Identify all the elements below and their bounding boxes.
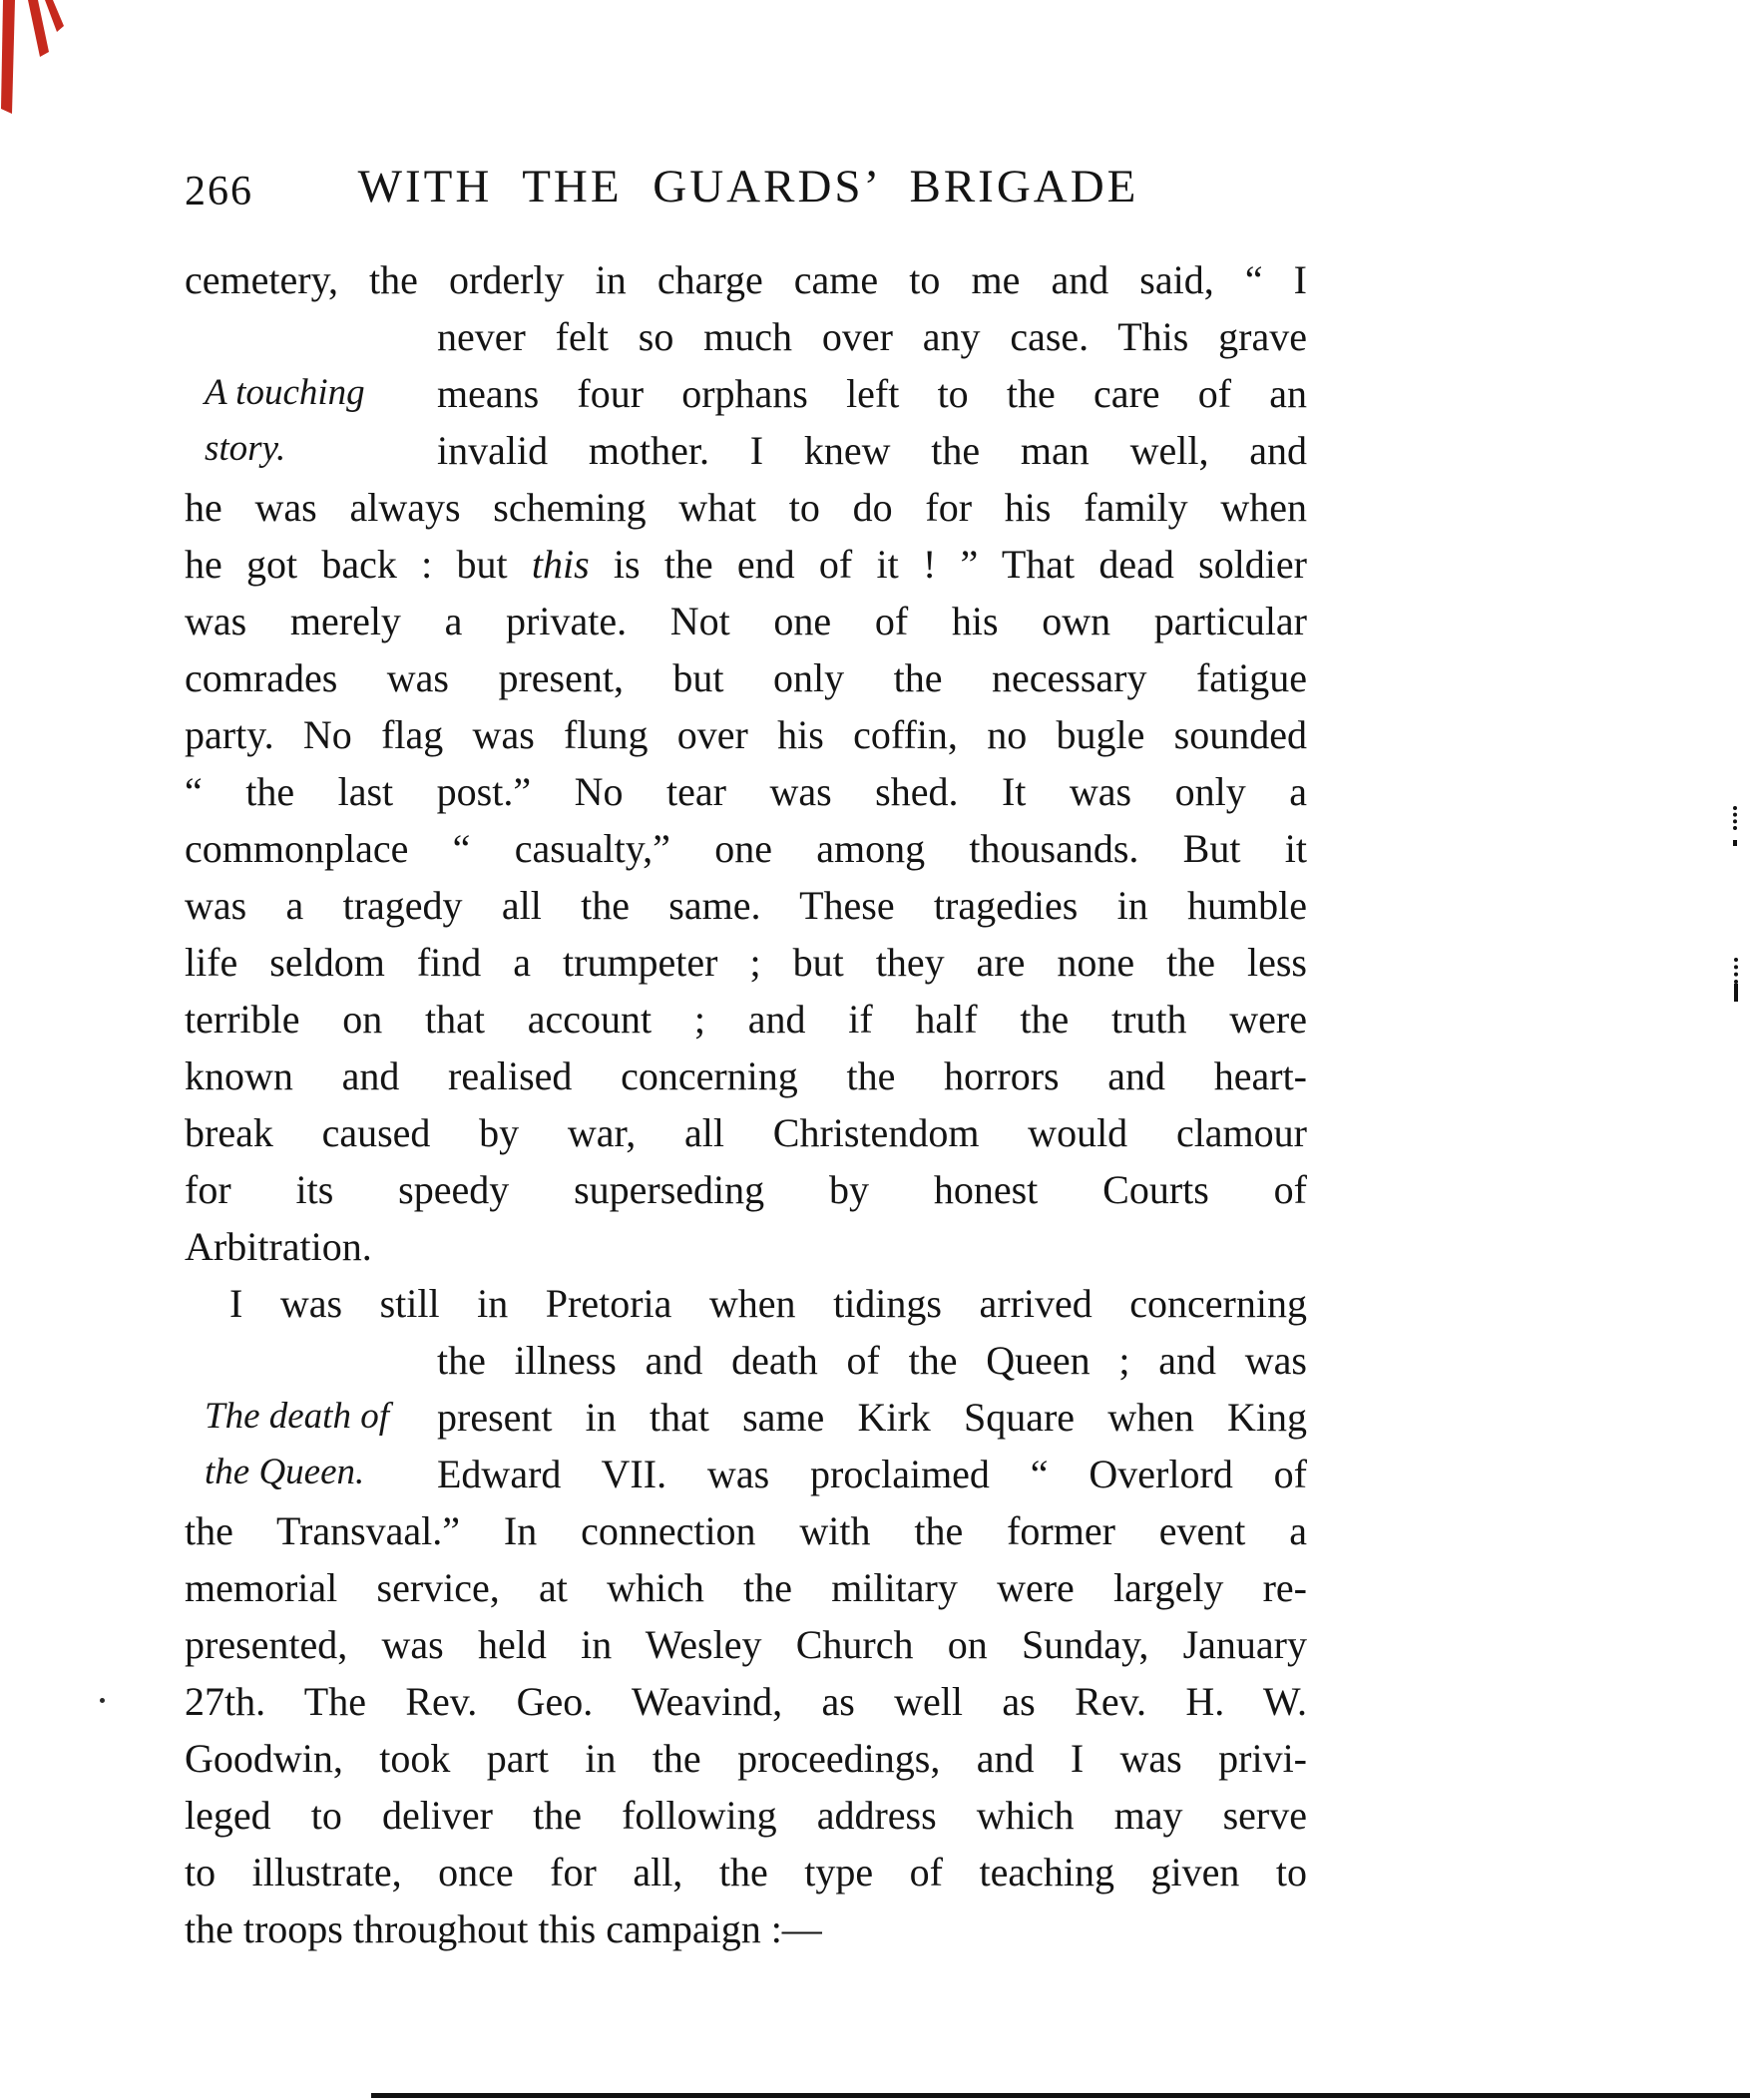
cut-in-inset-block xyxy=(437,1332,1307,1502)
text-line: was a tragedy all the same. These tragedies in humble xyxy=(185,883,1307,928)
text-line: he was always scheming what to do for his family when xyxy=(185,485,1307,530)
ink-mark xyxy=(1734,958,1738,984)
text-line: Goodwin, took part in the proceedings, and I was privi- xyxy=(185,1736,1307,1781)
text-line: for its speedy superseding by honest Courts of xyxy=(185,1167,1307,1212)
text-line: known and realised concerning the horrors and heart- xyxy=(185,1053,1307,1098)
red-pen-mark xyxy=(0,0,80,125)
italic-word: this xyxy=(531,542,590,587)
text-line: present in that same Kirk Square when King xyxy=(437,1395,1307,1440)
text-line: Edward VII. was proclaimed “ Overlord of xyxy=(437,1452,1307,1496)
text-line xyxy=(185,536,1307,593)
text-line: Arbitration. xyxy=(185,1224,372,1269)
margin-note-line: A touching xyxy=(205,372,365,413)
text-line: commonplace “ casualty,” one among thousands. But it xyxy=(185,826,1307,871)
text-line: cemetery, the orderly in charge came to me and said, “ I xyxy=(185,257,1307,302)
margin-note-line: story. xyxy=(205,428,286,469)
text-line: “ the last post.” No tear was shed. It was only a xyxy=(185,769,1307,814)
text-line: never felt so much over any case. This grave xyxy=(437,314,1307,359)
text-line: the illness and death of the Queen ; and was xyxy=(437,1338,1307,1383)
text-segment: is the end of it ! ” That dead soldier xyxy=(589,542,1307,587)
text-line: invalid mother. I knew the man well, and xyxy=(437,428,1307,473)
text-line: the Transvaal.” In connection with the former event a xyxy=(185,1508,1307,1553)
ink-mark xyxy=(1733,806,1737,830)
text-line: break caused by war, all Christendom would clamour xyxy=(185,1110,1307,1155)
text-line: party. No flag was flung over his coffin, no bugle sounded xyxy=(185,712,1307,757)
text-line: memorial service, at which the military were largely re- xyxy=(185,1565,1307,1610)
text-line: to illustrate, once for all, the type of teaching given to xyxy=(185,1850,1307,1894)
text-line: terrible on that account ; and if half the truth were xyxy=(185,997,1307,1042)
text-line: means four orphans left to the care of an xyxy=(437,371,1307,416)
text-line: I was still in Pretoria when tidings arrived concerning xyxy=(229,1281,1307,1326)
ink-speck xyxy=(100,1698,105,1703)
page-number: 266 xyxy=(185,169,253,214)
body-text xyxy=(185,251,1307,1957)
ink-mark xyxy=(1733,840,1737,846)
running-title: WITH THE GUARDS’ BRIGADE xyxy=(357,161,1139,212)
text-line: leged to deliver the following address which may serve xyxy=(185,1793,1307,1838)
margin-note-line: The death of xyxy=(205,1396,389,1437)
text-line: comrades was present, but only the necessary fatigue xyxy=(185,655,1307,700)
cut-in-inset-block xyxy=(437,308,1307,479)
text-line: the troops throughout this campaign :— xyxy=(185,1906,822,1951)
text-line: life seldom find a trumpeter ; but they are none the less xyxy=(185,940,1307,985)
ink-mark xyxy=(1734,984,1738,1002)
margin-note-line: the Queen. xyxy=(205,1452,365,1492)
text-line: was merely a private. Not one of his own particular xyxy=(185,599,1307,643)
text-line: presented, was held in Wesley Church on Sunday, January xyxy=(185,1622,1307,1667)
text-line: 27th. The Rev. Geo. Weavind, as well as Rev. H. W. xyxy=(185,1679,1307,1724)
text-segment: he got back : but xyxy=(185,542,532,587)
page-bottom-scan-line xyxy=(371,2093,1750,2098)
